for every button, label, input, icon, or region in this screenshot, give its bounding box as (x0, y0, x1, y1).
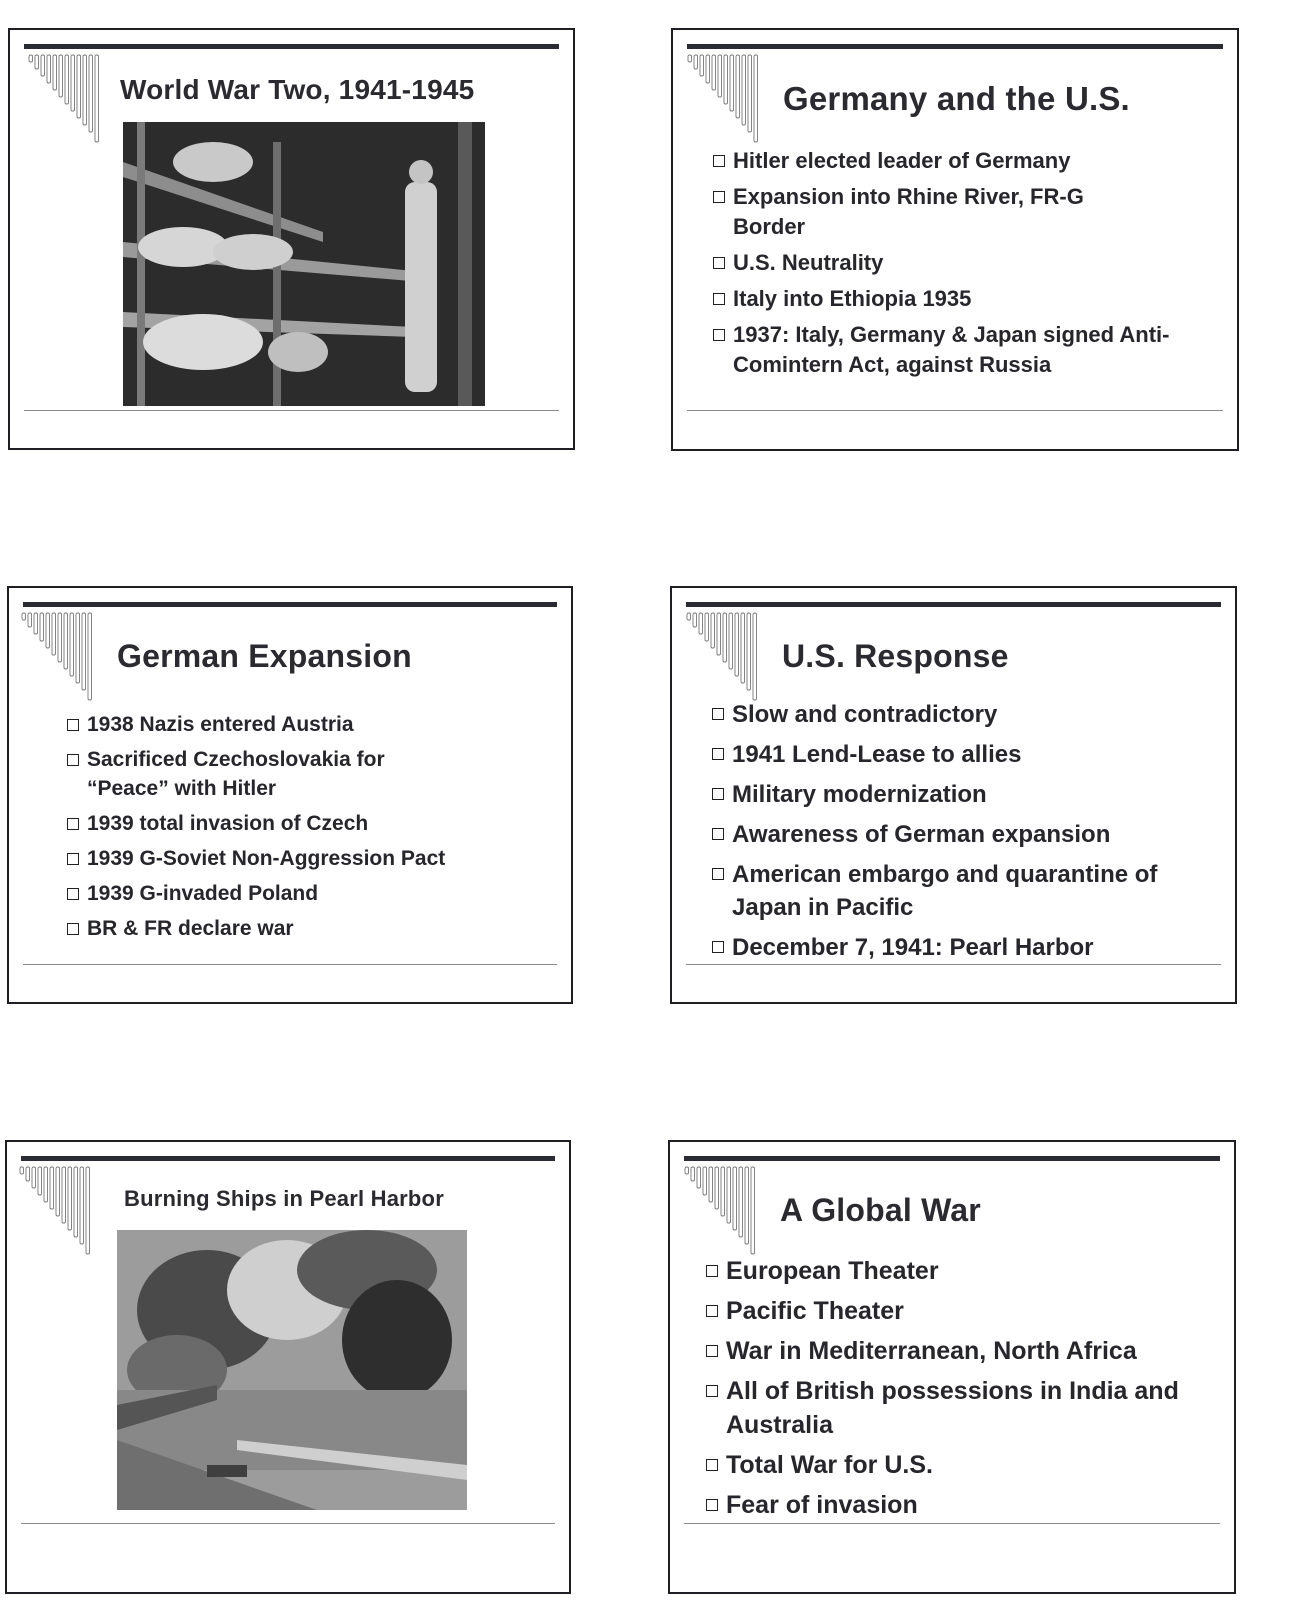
list-item: Military modernization (712, 778, 1222, 811)
title-rule (24, 44, 559, 49)
bullet-list (706, 1254, 1226, 1522)
slide-1 (8, 28, 575, 450)
square-bullet-icon (713, 329, 725, 341)
list-item: All of British possessions in India and Australia (706, 1374, 1226, 1442)
slide-5 (5, 1140, 571, 1594)
square-bullet-icon (67, 853, 79, 865)
square-bullet-icon (713, 257, 725, 269)
list-item: U.S. Neutrality (713, 248, 1223, 278)
square-bullet-icon (706, 1499, 718, 1511)
slide-title: A Global War (780, 1192, 981, 1228)
slide-title: U.S. Response (782, 638, 1009, 674)
list-item: Pacific Theater (706, 1294, 1226, 1328)
slide-2 (671, 28, 1239, 451)
slide-title: Germany and the U.S. (783, 80, 1130, 117)
list-item: Fear of invasion (706, 1488, 1226, 1522)
square-bullet-icon (706, 1459, 718, 1471)
title-rule (684, 1156, 1220, 1161)
footer-rule (24, 410, 559, 411)
square-bullet-icon (712, 708, 724, 720)
bullet-list (67, 710, 557, 943)
list-item: War in Mediterranean, North Africa (706, 1334, 1226, 1368)
list-item: Hitler elected leader of Germany (713, 146, 1223, 176)
list-item: 1941 Lend-Lease to allies (712, 738, 1222, 771)
list-item: BR & FR declare war (67, 914, 557, 943)
square-bullet-icon (67, 888, 79, 900)
footer-rule (684, 1523, 1220, 1524)
square-bullet-icon (713, 293, 725, 305)
comb-decoration-icon (686, 612, 766, 704)
footer-rule (687, 410, 1223, 411)
square-bullet-icon (713, 155, 725, 167)
square-bullet-icon (712, 868, 724, 880)
bullet-list (713, 146, 1223, 380)
square-bullet-icon (67, 923, 79, 935)
square-bullet-icon (712, 788, 724, 800)
concentration-camp-photo (123, 122, 485, 406)
list-item: 1938 Nazis entered Austria (67, 710, 557, 739)
comb-decoration-icon (19, 1166, 99, 1258)
list-item: Expansion into Rhine River, FR-G Border (713, 182, 1223, 242)
square-bullet-icon (706, 1385, 718, 1397)
square-bullet-icon (712, 828, 724, 840)
list-item: Italy into Ethiopia 1935 (713, 284, 1223, 314)
slide-4 (670, 586, 1237, 1004)
comb-decoration-icon (687, 54, 767, 146)
square-bullet-icon (712, 748, 724, 760)
list-item: Awareness of German expansion (712, 818, 1222, 851)
comb-decoration-icon (28, 54, 108, 146)
list-item: Sacrificed Czechoslovakia for “Peace” with Hitler (67, 745, 557, 803)
square-bullet-icon (706, 1305, 718, 1317)
slide-title: World War Two, 1941-1945 (120, 74, 475, 105)
list-item: 1939 G-invaded Poland (67, 879, 557, 908)
list-item: 1939 G-Soviet Non-Aggression Pact (67, 844, 557, 873)
comb-decoration-icon (21, 612, 101, 704)
title-rule (686, 602, 1221, 607)
list-item: American embargo and quarantine of Japan in Pacific (712, 858, 1222, 924)
bullet-list (712, 698, 1222, 964)
square-bullet-icon (712, 941, 724, 953)
pearl-harbor-photo (117, 1230, 467, 1510)
list-item: Total War for U.S. (706, 1448, 1226, 1482)
footer-rule (686, 964, 1221, 965)
title-rule (687, 44, 1223, 49)
square-bullet-icon (67, 818, 79, 830)
list-item: European Theater (706, 1254, 1226, 1288)
square-bullet-icon (67, 754, 79, 766)
comb-decoration-icon (684, 1166, 764, 1258)
list-item: 1939 total invasion of Czech (67, 809, 557, 838)
title-rule (21, 1156, 555, 1161)
list-item: Slow and contradictory (712, 698, 1222, 731)
list-item: 1937: Italy, Germany & Japan signed Anti-Comintern Act, against Russia (713, 320, 1223, 380)
slide-6 (668, 1140, 1236, 1594)
list-item: December 7, 1941: Pearl Harbor (712, 931, 1222, 964)
footer-rule (21, 1523, 555, 1524)
slide-3 (7, 586, 573, 1004)
title-rule (23, 602, 557, 607)
slide-title: Burning Ships in Pearl Harbor (124, 1186, 444, 1211)
square-bullet-icon (67, 719, 79, 731)
footer-rule (23, 964, 557, 965)
square-bullet-icon (706, 1345, 718, 1357)
slide-title: German Expansion (117, 638, 412, 674)
square-bullet-icon (713, 191, 725, 203)
square-bullet-icon (706, 1265, 718, 1277)
